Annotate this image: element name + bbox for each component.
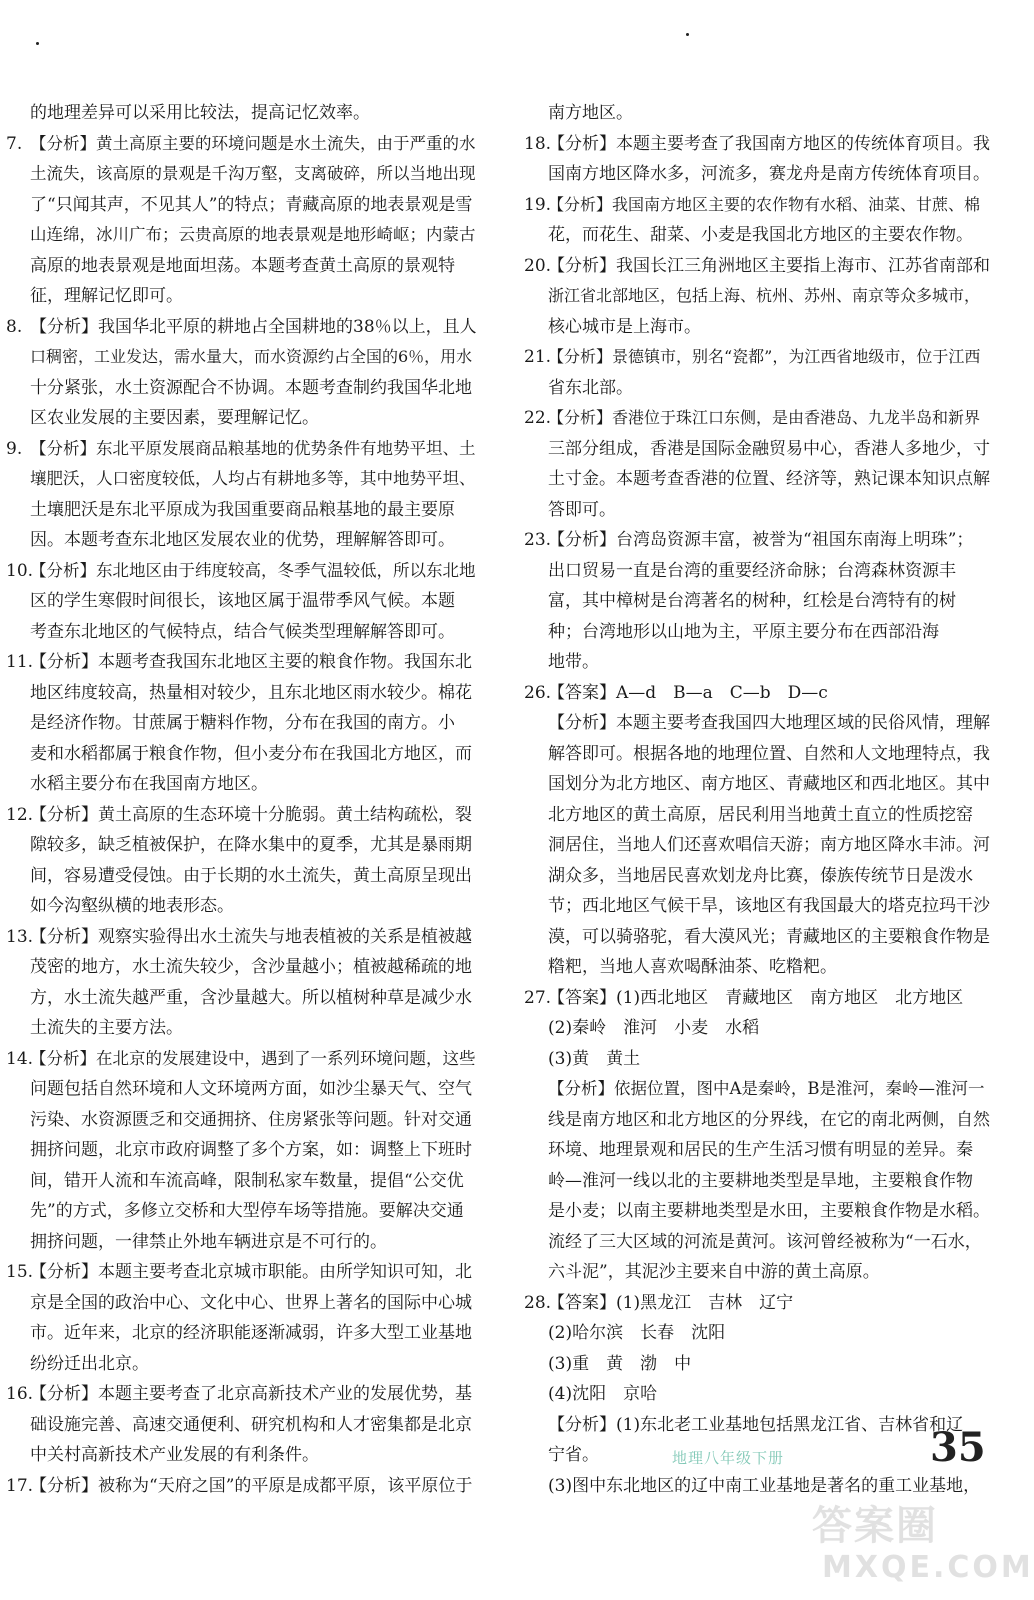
text-line: 土寸金。本题考查香港的位置、经济等，熟记课本知识点解 (548, 469, 990, 489)
scan-dot (686, 33, 689, 36)
answer-item (524, 1288, 990, 1502)
text-line: 因。本题考查东北地区发展农业的优势，理解解答即可。 (30, 530, 455, 550)
text-line: 节；西北地区气候干旱，该地区有我国最大的塔克拉玛干沙 (548, 896, 990, 916)
text-line: 区农业发展的主要因素，要理解记忆。 (30, 408, 319, 428)
item-number: 23. (524, 530, 552, 550)
text-line: 如今沟壑纵横的地表形态。 (30, 896, 234, 916)
answer-item (6, 1257, 480, 1379)
text-line: 糌粑，当地人喜欢喝酥油茶、吃糌粑。 (548, 957, 837, 977)
page-number: 35 (930, 1424, 986, 1471)
text-line: 浙江省北部地区，包括上海、杭州、苏州、南京等众多城市， (548, 286, 981, 305)
item-number: 22. (524, 408, 552, 428)
scan-dot (36, 42, 39, 45)
text-line: 【分析】本题主要考查我国四大地理区域的民俗风情，理解 (548, 713, 990, 733)
answer-item (6, 312, 480, 434)
item-number: 17. (6, 1475, 34, 1496)
text-line: (3)重 黄 渤 中 (548, 1353, 692, 1374)
text-line: 土流失，该高原的景观是千沟万壑，支离破碎，所以当地出现 (30, 164, 476, 183)
answer-item (6, 800, 480, 922)
item-number: 16. (6, 1384, 34, 1404)
text-line: 拥挤问题，北京市政府调整了多个方案，如：调整上下班时 (30, 1140, 472, 1160)
text-line: (3)黄 黄土 (548, 1048, 641, 1069)
answer-item (6, 98, 480, 129)
item-number: 27. (524, 987, 552, 1008)
text-line: 【答案】A—d B—a C—b D—c (548, 682, 828, 703)
answer-item (6, 129, 480, 312)
item-number: 20. (524, 255, 552, 276)
text-line: 省东北部。 (548, 377, 633, 398)
answer-item (6, 556, 480, 648)
text-line: 间，错开人流和车流高峰，限制私家车数量，提倡“公交优 (30, 1170, 464, 1191)
text-line: 【分析】在北京的发展建设中，遇到了一系列环境问题，这些 (30, 1048, 476, 1068)
text-line: 国南方地区降水多，河流多，赛龙舟是南方传统体育项目。 (548, 164, 990, 184)
answer-item (524, 983, 990, 1288)
text-line: 【分析】黄土高原主要的环境问题是水土流失，由于严重的水 (30, 133, 476, 153)
text-line: (2)哈尔滨 长春 沈阳 (548, 1323, 726, 1343)
text-line: 地区纬度较高，热量相对较少，且东北地区雨水较少。棉花 (30, 682, 472, 703)
text-line: 【分析】东北平原发展商品粮基地的优势条件有地势平坦、土 (30, 438, 476, 458)
text-line: 【分析】本题主要考查了我国南方地区的传统体育项目。我 (548, 133, 990, 154)
answer-item (524, 678, 990, 983)
text-line: 流经了三大区域的河流是黄河。该河曾经被称为“一石水， (548, 1231, 982, 1252)
answer-item (524, 129, 990, 190)
text-line: 础设施完善、高速交通便利、研究机构和人才密集都是北京 (30, 1414, 472, 1435)
item-number: 14. (6, 1048, 34, 1069)
item-number: 26. (524, 682, 552, 703)
text-line: 壤肥沃，人口密度较低，人均占有耕地多等，其中地势平坦、 (30, 469, 476, 488)
answer-item (524, 403, 990, 525)
right-column (524, 98, 990, 1501)
text-line: 水稻主要分布在我国南方地区。 (30, 774, 268, 794)
answer-item (524, 190, 990, 251)
text-line: 三部分组成，香港是国际金融贸易中心，香港人多地少，寸 (548, 438, 990, 459)
item-number: 28. (524, 1292, 552, 1313)
text-line: 出口贸易一直是台湾的重要经济命脉；台湾森林资源丰 (548, 560, 956, 581)
text-line: 中关村高新技术产业发展的有利条件。 (30, 1445, 319, 1465)
text-line: 【分析】本题主要考查了北京高新技术产业的发展优势，基 (30, 1384, 472, 1404)
text-line: 麦和水稻都属于粮食作物，但小麦分布在我国北方地区，而 (30, 743, 472, 764)
item-number: 9. (6, 438, 23, 459)
item-number: 13. (6, 926, 34, 947)
text-line: 【分析】本题考查我国东北地区主要的粮食作物。我国东北 (30, 652, 472, 672)
text-line: 土流失的主要方法。 (30, 1018, 183, 1038)
text-line: 是小麦；以南主要耕地类型是水田，主要粮食作物是水稻。 (548, 1201, 990, 1221)
text-line: 污染、水资源匮乏和交通拥挤、住房紧张等问题。针对交通 (30, 1109, 472, 1130)
text-line: 湖众多，当地居民喜欢划龙舟比赛，傣族传统节日是泼水 (548, 865, 973, 886)
text-line: 南方地区。 (548, 103, 633, 123)
footer-label: 地理八年级下册 (672, 1449, 785, 1467)
answer-item (6, 1379, 480, 1471)
text-line: 了“只闻其声，不见其人”的特点；青藏高原的地表景观是雪 (30, 194, 473, 215)
answer-item (6, 647, 480, 800)
answer-item (524, 98, 990, 129)
item-number: 8. (6, 316, 23, 337)
text-line: 纷纷迁出北京。 (30, 1353, 149, 1374)
text-line: 京是全国的政治中心、文化中心、世界上著名的国际中心城 (30, 1292, 472, 1313)
text-line: 解答即可。根据各地的地理位置、自然和人文地理特点，我 (548, 743, 990, 764)
text-line: 【分析】依据位置，图中A是秦岭，B是淮河，秦岭—淮河一 (548, 1079, 985, 1098)
answer-item (6, 922, 480, 1044)
text-line: 洞居住，当地人们还喜欢唱信天游；南方地区降水丰沛。河 (548, 835, 990, 855)
text-line: 【分析】我国华北平原的耕地占全国耕地的38％以上，且人 (30, 316, 477, 337)
answer-item (524, 342, 990, 403)
text-line: 岭—淮河一线以北的主要耕地类型是旱地，主要粮食作物 (548, 1170, 973, 1191)
text-line: 【分析】本题主要考查北京城市职能。由所学知识可知，北 (30, 1262, 472, 1282)
item-number: 10. (6, 560, 34, 581)
text-line: 十分紧张，水土资源配合不协调。本题考查制约我国华北地 (30, 377, 472, 398)
text-line: 【分析】我国长江三角洲地区主要指上海市、江苏省南部和 (548, 255, 990, 276)
text-line: 【分析】台湾岛资源丰富，被誉为“祖国东南海上明珠”； (548, 530, 974, 550)
text-line: 六斗泥”，其泥沙主要来自中游的黄土高原。 (548, 1262, 880, 1282)
text-line: 种；台湾地形以山地为主，平原主要分布在西部沿海 (548, 621, 939, 642)
answer-item (6, 1044, 480, 1258)
text-line: 【分析】景德镇市，别名“瓷都”，为江西省地级市，位于江西 (548, 347, 981, 366)
text-line: 征，理解记忆即可。 (30, 286, 183, 306)
text-line: 先”的方式，多修立交桥和大型停车场等措施。要解决交通 (30, 1201, 464, 1221)
answer-item (6, 1471, 480, 1502)
text-line: (2)秦岭 淮河 小麦 水稻 (548, 1018, 760, 1038)
text-line: 【答案】(1)黑龙江 吉林 辽宁 (548, 1292, 794, 1313)
text-line: 【分析】香港位于珠江口东侧，是由香港岛、九龙半岛和新界 (548, 408, 981, 427)
item-number: 18. (524, 133, 552, 154)
text-line: 宁省。 (548, 1445, 599, 1465)
text-line: 【分析】被称为“天府之国”的平原是成都平原，该平原位于 (30, 1475, 473, 1496)
left-column (6, 98, 480, 1501)
item-number: 21. (524, 347, 552, 367)
text-line: 【分析】观察实验得出水土流失与地表植被的关系是植被越 (30, 926, 472, 947)
item-number: 19. (524, 194, 552, 215)
text-line: (4)沈阳 京哈 (548, 1384, 658, 1404)
text-line: (3)图中东北地区的辽中南工业基地是著名的重工业基地， (548, 1475, 981, 1496)
text-line: 区的学生寒假时间很长，该地区属于温带季风气候。本题 (30, 591, 455, 611)
text-line: 是经济作物。甘蔗属于糖料作物，分布在我国的南方。小 (30, 713, 455, 733)
text-line: 间，容易遭受侵蚀。由于长期的水土流失，黄土高原呈现出 (30, 865, 472, 886)
answer-item (524, 525, 990, 678)
item-number: 15. (6, 1262, 34, 1282)
text-line: 核心城市是上海市。 (548, 316, 701, 337)
text-line: 口稠密，工业发达，需水量大，而水资源约占全国的6％，用水 (30, 347, 473, 366)
text-line: 茂密的地方，水土流失较少，含沙量越小；植被越稀疏的地 (30, 957, 472, 977)
text-line: 市。近年来，北京的经济职能逐渐减弱，许多大型工业基地 (30, 1323, 472, 1343)
text-line: 问题包括自然环境和人文环境两方面，如沙尘暴天气、空气 (30, 1079, 472, 1099)
item-number: 11. (6, 652, 34, 672)
watermark-logo: 答案圈 (812, 1503, 938, 1549)
text-line: 隙较多，缺乏植被保护，在降水集中的夏季，尤其是暴雨期 (30, 835, 472, 855)
text-line: 【分析】东北地区由于纬度较高，冬季气温较低，所以东北地 (30, 560, 476, 580)
answer-item (524, 251, 990, 343)
text-line: 考查东北地区的气候特点，结合气候类型理解解答即可。 (30, 621, 455, 642)
watermark-url: MXQE.COM (822, 1550, 1034, 1585)
item-number: 7. (6, 133, 23, 154)
text-line: 花，而花生、甜菜、小麦是我国北方地区的主要农作物。 (548, 225, 973, 245)
answer-item (6, 434, 480, 556)
text-line: 国划分为北方地区、南方地区、青藏地区和西北地区。其中 (548, 774, 990, 794)
text-line: 【分析】黄土高原的生态环境十分脆弱。黄土结构疏松，裂 (30, 804, 472, 825)
text-line: 北方地区的黄土高原，居民利用当地黄土直立的性质挖窑 (548, 804, 973, 825)
text-line: 地带。 (548, 652, 599, 672)
text-line: 环境、地理景观和居民的生产生活习惯有明显的差异。秦 (548, 1140, 973, 1160)
text-line: 的地理差异可以采用比较法，提高记忆效率。 (30, 103, 370, 123)
text-line: 漠，可以骑骆驼，看大漠风光；青藏地区的主要粮食作物是 (548, 926, 990, 947)
text-line: 【分析】我国南方地区主要的农作物有水稻、油菜、甘蔗、棉 (548, 194, 981, 214)
text-line: 【答案】(1)西北地区 青藏地区 南方地区 北方地区 (548, 987, 964, 1008)
text-line: 山连绵，冰川广布；云贵高原的地表景观是地形崎岖；内蒙古 (30, 225, 476, 244)
text-line: 【分析】(1)东北老工业基地包括黑龙江省、吉林省和辽 (548, 1414, 964, 1435)
text-line: 线是南方地区和北方地区的分界线，在它的南北两侧，自然 (548, 1109, 990, 1130)
text-line: 答即可。 (548, 499, 616, 520)
text-line: 方，水土流失越严重，含沙量越大。所以植树种草是减少水 (30, 987, 472, 1008)
text-line: 富，其中樟树是台湾著名的树种，红桧是台湾特有的树 (548, 591, 956, 611)
item-number: 12. (6, 804, 34, 825)
text-line: 拥挤问题，一律禁止外地车辆进京是不可行的。 (30, 1231, 387, 1252)
text-line: 土壤肥沃是东北平原成为我国重要商品粮基地的最主要原 (30, 499, 455, 520)
text-line: 高原的地表景观是地面坦荡。本题考查黄土高原的景观特 (30, 255, 455, 276)
